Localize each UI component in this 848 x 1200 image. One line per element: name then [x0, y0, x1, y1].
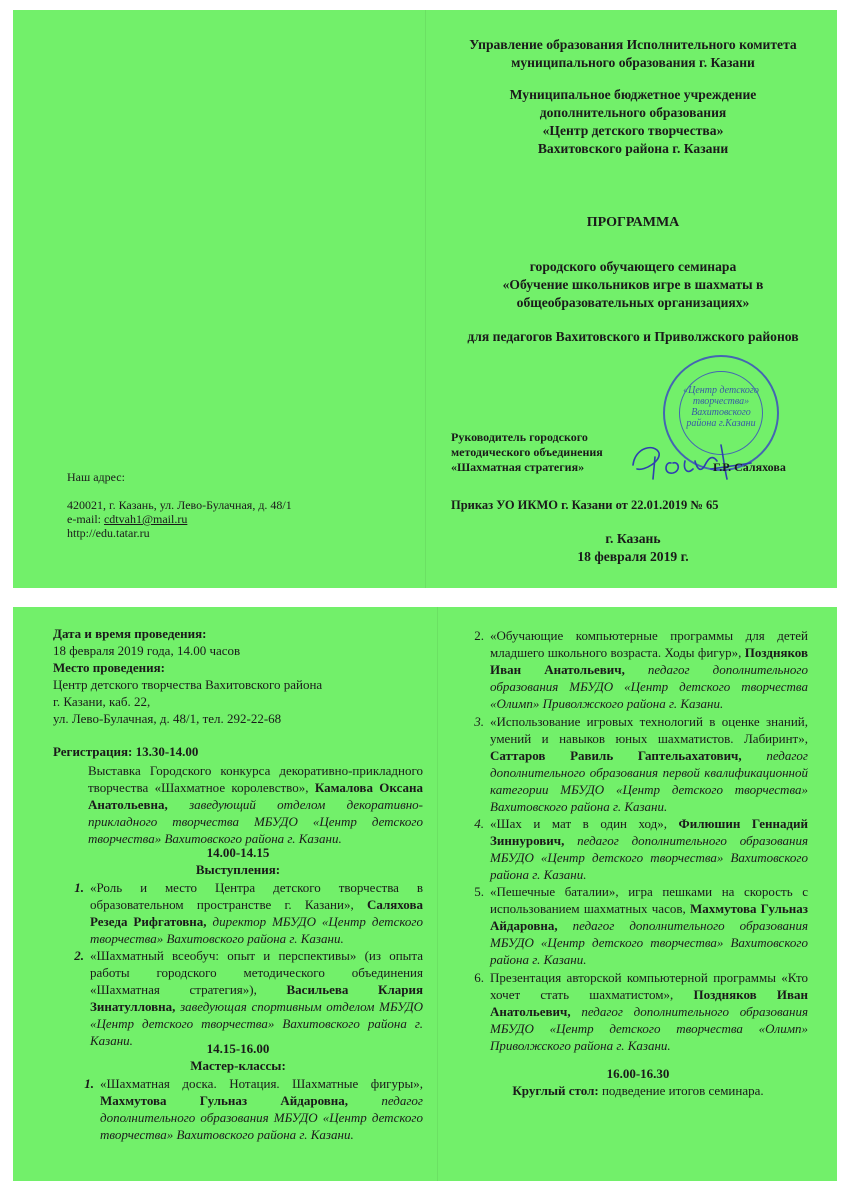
class-title: Презентация авторской компьютерной программы «Кто хочет стать шахматистом», [490, 970, 808, 1002]
time-slot-3: 16.00-16.30 [606, 1066, 670, 1081]
address-email-row [67, 512, 292, 526]
class-role: педагог дополнительного образования МБУДО «Центр детского творчества» Вахитовского района г. Казани. [100, 1093, 423, 1142]
head-line1: Руководитель городского [451, 430, 588, 444]
header-inst-line4: Вахитовского района г. Казани [537, 141, 729, 156]
class-item [468, 627, 808, 709]
date: 18 февраля 2019 г. [577, 549, 689, 564]
header-inst-line3: «Центр детского творчества» [542, 123, 724, 138]
exhibition-text: Выставка Городского конкурса декоративно-прикладного творчества «Шахматное королевство», [88, 763, 423, 795]
class-item [468, 883, 809, 967]
talk-item [68, 879, 423, 945]
class-person: Поздняков Иван Анатольевич, [490, 645, 808, 677]
class-role: педагог дополнительного образования МБУДО «Центр детского творчества» Вахитовского района г. Казани. [490, 918, 808, 967]
talk-person: Саляхова Резеда Рифгатовна, [90, 897, 423, 929]
program-title: ПРОГРАММА [586, 215, 680, 230]
header-org [438, 36, 828, 72]
event-info [53, 625, 423, 727]
registration: Регистрация: 13.30-14.00 [53, 744, 199, 759]
city-date [438, 530, 828, 566]
address-label: Наш адрес: [67, 470, 125, 484]
class-number: 4. [474, 816, 484, 831]
class-title: «Шах и мат в один ход», [490, 816, 668, 831]
class-number: 6. [474, 970, 484, 985]
where-line2: г. Казани, каб. 22, [53, 694, 151, 709]
head-block [451, 430, 603, 475]
when-label: Дата и время проведения: [53, 626, 207, 641]
stamp-text: «Центр детского творчества» Вахитовского района г.Казани [683, 385, 759, 429]
class-role: педагог дополнительного образования МБУДО «Центр детского творчества» Вахитовского района г. Казани. [490, 833, 809, 882]
where-label: Место проведения: [53, 660, 165, 675]
email-link[interactable]: cdtvah1@mail.ru [103, 512, 188, 526]
class-title: «Использование игровых технологий в оценке знаний, умений и навыков юных шахматистов. Лабиринт», [490, 714, 808, 746]
program-cover-sheet [13, 10, 837, 588]
talk-person: Васильева Клария Зинатулловна, [90, 982, 424, 1014]
round-table-text: подведение итогов семинара. [601, 1083, 764, 1098]
class-title: «Обучающие компьютерные программы для детей младшего школьного возраста. Ходы фигур», [490, 628, 808, 660]
head-line3: «Шахматная стратегия» [451, 460, 585, 474]
address-street: 420021, г. Казань, ул. Лево-Булачная, д. 48/1 [67, 498, 292, 512]
time-slot-1: 14.00-14.15 [206, 845, 270, 860]
class-title: «Шахматная доска. Нотация. Шахматные фигуры», [100, 1076, 423, 1091]
order-reference: Приказ УО ИКМО г. Казани от 22.01.2019 № 65 [451, 498, 719, 512]
program-schedule-sheet [13, 607, 837, 1181]
head-name: Г.Р. Саляхова [713, 460, 786, 474]
class-item [468, 713, 808, 813]
header-org-line1: Управление образования Исполнительного комитета [469, 37, 797, 52]
class-number: 5. [474, 884, 484, 899]
class-item [468, 815, 808, 881]
exhibition-role: заведующий отделом декоративно-прикладного творчества МБУДО «Центр детского творчества» Вахитовского района г. Казани. [88, 797, 423, 846]
talk-role: директор МБУДО «Центр детского творчества» Вахитовского района г. Казани. [90, 914, 424, 946]
where-line1: Центр детского творчества Вахитовского района [53, 677, 323, 692]
class-person: Саттаров Равиль Гаптельахатович, [490, 748, 742, 763]
time-slot-2: 14.15-16.00 [206, 1041, 270, 1056]
seminar-title [438, 258, 828, 312]
talk-item [68, 947, 424, 1048]
class-person: Махмутова Гульназ Айдаровна, [490, 901, 809, 933]
seminar-line3: общеобразовательных организациях» [516, 295, 750, 310]
header-institution [438, 86, 828, 158]
class-role: педагог дополнительного образования МБУДО «Центр детского творчества «Олимп» Приволжского района г. Казани. [490, 662, 808, 711]
round-table-label: Круглый стол: [512, 1083, 599, 1098]
talk-role: заведующая спортивным отделом МБУДО «Центр детского творчества» Вахитовского района г. Казани. [90, 999, 424, 1048]
when-value: 18 февраля 2019 года, 14.00 часов [53, 643, 241, 658]
fold-line [437, 607, 438, 1181]
header-inst-line1: Муниципальное бюджетное учреждение [509, 87, 757, 102]
website-link[interactable]: http://edu.tatar.ru [67, 526, 150, 540]
where-line3: ул. Лево-Булачная, д. 48/1, тел. 292-22-68 [53, 711, 282, 726]
round-table [468, 1082, 808, 1099]
city: г. Казань [605, 531, 661, 546]
header-inst-line2: дополнительного образования [539, 105, 727, 120]
section-master-classes: Мастер-классы: [190, 1058, 286, 1073]
class-number: 1. [84, 1076, 94, 1091]
class-number: 3. [474, 714, 484, 729]
header-org-line2: муниципального образования г. Казани [511, 55, 755, 70]
class-title: «Пешечные баталии», игра пешками на скорость с использованием шахматных часов, [490, 884, 808, 916]
talk-number: 1. [74, 880, 84, 895]
seminar-line1: городского обучающего семинара [529, 259, 737, 274]
class-person: Филюшин Геннадий Зиннурович, [490, 816, 808, 848]
class-item [468, 969, 808, 1051]
class-person: Поздняков Иван Анатольевич, [490, 987, 809, 1019]
class-role: педагог дополнительного образования МБУДО «Центр детского творчества «Олимп» Приволжского района г. Казани. [490, 1004, 809, 1053]
exhibition [88, 762, 423, 847]
audience: для педагогов Вахитовского и Приволжского районов [467, 329, 799, 344]
class-person: Махмутова Гульназ Айдаровна, [100, 1093, 349, 1108]
address-block [67, 470, 292, 540]
fold-line [425, 10, 426, 588]
head-line2: методического объединения [451, 445, 603, 459]
talk-number: 2. [74, 948, 84, 963]
talk-title: «Роль и место Центра детского творчества в образовательном пространстве г. Казани», [90, 880, 423, 912]
section-talks: Выступления: [195, 862, 281, 877]
email-label: e-mail: [67, 512, 101, 526]
class-role: педагог дополнительного образования первой квалификационной категории МБУДО «Центр детского творчества» Вахитовского района г. Казани. [490, 748, 808, 814]
exhibition-person: Камалова Оксана Анатольевна, [88, 780, 423, 812]
seminar-line2: «Обучение школьников игре в шахматы в [502, 277, 764, 292]
class-number: 2. [474, 628, 484, 643]
talk-title: «Шахматный всеобуч: опыт и перспективы» (из опыта работы городского методического объединения «Шахматная стратегия»), [90, 948, 423, 997]
class-item [78, 1075, 423, 1145]
